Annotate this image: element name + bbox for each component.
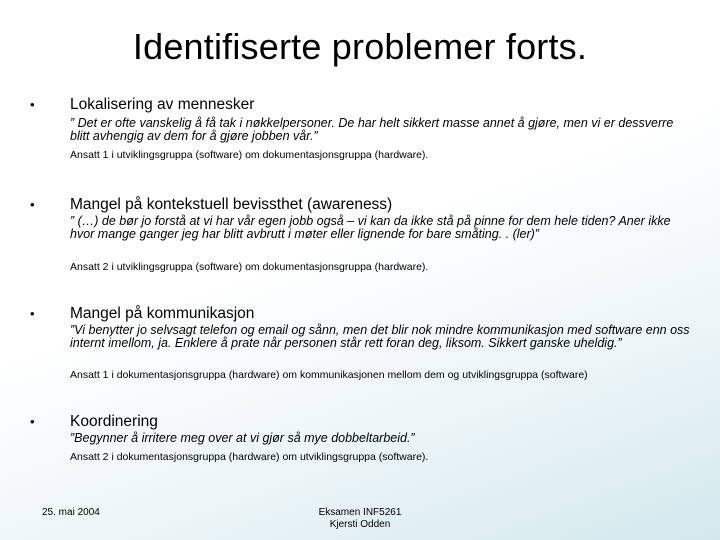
- quote-source: Ansatt 1 i dokumentasjonsgruppa (hardware) om kommunikasjonen mellom dem og utviklingsgruppa (software): [70, 369, 588, 381]
- problem-heading: Lokalisering av mennesker: [70, 96, 255, 113]
- interview-quote: ”Vi benytter jo selvsagt telefon og email og sånn, men det blir nok mindre kommunikasjon med software enn oss internt imellom, ja. Enklere å prate når personen står rett foran deg, liksom. Sikkert ganske uheldig.”: [70, 323, 690, 350]
- footer-course-author: [300, 507, 420, 531]
- footer-course: Eksamen INF5261: [318, 507, 402, 518]
- quote-source: Ansatt 2 i dokumentasjonsgruppa (hardware) om utviklingsgruppa (software).: [70, 451, 429, 463]
- bullet-icon: •: [30, 306, 35, 321]
- interview-quote: ” (…) de bør jo forstå at vi har vår egen jobb også – vi kan da ikke stå på pinne for dem hele tiden? Aner ikke hvor mange ganger jeg har blitt avbrutt i møter eller lignende for bare småting. . (ler)”: [70, 214, 671, 241]
- interview-quote: ”Begynner å irritere meg over at vi gjør så mye dobbeltarbeid.”: [70, 431, 415, 445]
- footer-date: 25. mai 2004: [42, 507, 100, 518]
- problem-heading: Koordinering: [70, 413, 158, 430]
- problem-heading: Mangel på kommunikasjon: [70, 305, 255, 322]
- quote-source: Ansatt 2 i utviklingsgruppa (software) om dokumentasjonsgruppa (hardware).: [70, 261, 429, 273]
- bullet-icon: •: [30, 97, 35, 112]
- bullet-icon: •: [30, 414, 35, 429]
- slide-title: Identifiserte problemer forts.: [132, 26, 588, 67]
- interview-quote: ” Det er ofte vanskelig å få tak i nøkkelpersoner. De har helt sikkert masse annet å gjøre, men vi er dessverre blitt avhengig av dem for å gjøre jobben vår.”: [70, 116, 674, 143]
- problem-heading: Mangel på kontekstuell bevissthet (awareness): [70, 196, 393, 213]
- footer-author: Kjersti Odden: [329, 519, 391, 530]
- quote-source: Ansatt 1 i utviklingsgruppa (software) om dokumentasjonsgruppa (hardware).: [70, 149, 429, 161]
- bullet-icon: •: [30, 197, 35, 212]
